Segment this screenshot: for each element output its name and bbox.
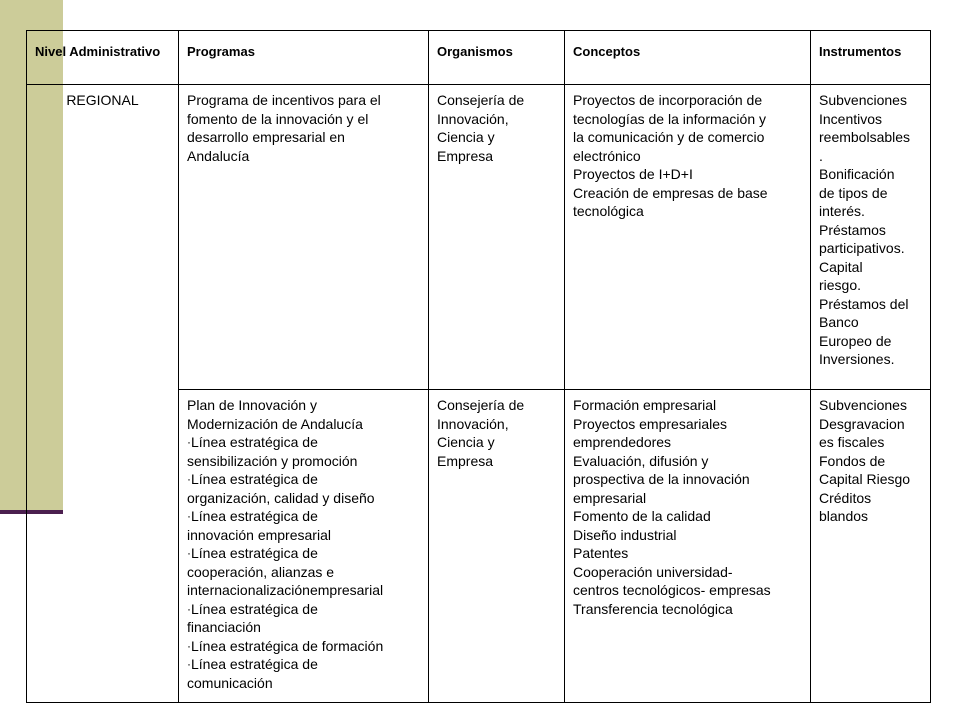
instrumento-line: . bbox=[819, 147, 823, 164]
header-conceptos: Conceptos bbox=[565, 31, 811, 85]
programa-cell bbox=[179, 390, 429, 703]
organismo-line: Consejería de bbox=[437, 92, 525, 108]
concepto-line: Diseño industrial bbox=[573, 526, 677, 543]
instrumento-line: Desgravacion bbox=[819, 415, 905, 432]
instrumento-line: interés. bbox=[819, 203, 865, 219]
programa-item: ·Línea estratégica de bbox=[187, 508, 318, 524]
instrumento-line: participativos. bbox=[819, 240, 905, 256]
concepto-line: Proyectos de I+D+I bbox=[573, 166, 693, 182]
instrumento-line: Subvenciones bbox=[819, 397, 907, 413]
programs-table bbox=[26, 30, 931, 703]
organismo-line: Ciencia y bbox=[437, 434, 495, 450]
instrumento-line: Banco bbox=[819, 314, 859, 330]
programa-line: desarrollo empresarial en bbox=[187, 129, 345, 145]
instrumento-line: riesgo. bbox=[819, 277, 862, 293]
instrumento-line: Bonificación bbox=[819, 166, 895, 182]
instrumento-line: Capital Riesgo bbox=[819, 471, 911, 487]
bullet-icon: · bbox=[187, 657, 191, 671]
programa-item-line: financiación bbox=[187, 619, 261, 635]
instrumento-line: Incentivos bbox=[819, 110, 883, 127]
concepto-line: Formación empresarial bbox=[573, 397, 717, 413]
instrumento-line: Préstamos del bbox=[819, 295, 909, 312]
instrumento-line: Subvenciones bbox=[819, 92, 907, 108]
programa-item: ·Línea estratégica de bbox=[187, 656, 318, 672]
concepto-line: tecnológica bbox=[573, 203, 644, 219]
programa-item: ·Línea estratégica de bbox=[187, 471, 318, 487]
programa-item: ·Línea estratégica de formación bbox=[187, 637, 384, 654]
programa-item: ·Línea estratégica de bbox=[187, 600, 318, 617]
instrumento-line: Inversiones. bbox=[819, 351, 895, 367]
concepto-line: Fomento de la calidad bbox=[573, 508, 711, 524]
instrumentos-cell bbox=[811, 85, 931, 390]
instrumento-line: blandos bbox=[819, 508, 869, 524]
concepto-line: Proyectos empresariales bbox=[573, 415, 728, 432]
programa-cell bbox=[179, 85, 429, 390]
concepto-line: empresarial bbox=[573, 489, 647, 506]
concepto-line: emprendedores bbox=[573, 434, 672, 450]
concepto-line: electrónico bbox=[573, 147, 641, 164]
concepto-line: tecnologías de la información y bbox=[573, 110, 766, 127]
conceptos-cell bbox=[565, 85, 811, 390]
table-row bbox=[27, 85, 931, 390]
instrumento-line: Fondos de bbox=[819, 452, 886, 469]
instrumento-line: Capital bbox=[819, 258, 863, 275]
organismo-line: Ciencia y bbox=[437, 129, 495, 145]
instrumento-line: de tipos de bbox=[819, 184, 888, 201]
programa-line: Programa de incentivos para el bbox=[187, 92, 381, 108]
programa-item-line: cooperación, alianzas e bbox=[187, 563, 335, 580]
programa-line: fomento de la innovación y el bbox=[187, 110, 369, 127]
instrumento-line: Préstamos bbox=[819, 221, 886, 238]
programa-title-line: Modernización de Andalucía bbox=[187, 415, 363, 432]
programa-line: Andalucía bbox=[187, 147, 250, 164]
table-header-row bbox=[27, 31, 931, 85]
conceptos-cell bbox=[565, 390, 811, 703]
bullet-icon: · bbox=[187, 638, 191, 653]
organismo-line: Empresa bbox=[437, 452, 494, 469]
bullet-icon: · bbox=[187, 509, 191, 523]
concepto-line: prospectiva de la innovación bbox=[573, 471, 750, 487]
concepto-line: Patentes bbox=[573, 545, 629, 561]
programa-item-line: organización, calidad y diseño bbox=[187, 489, 375, 506]
organismo-cell bbox=[429, 85, 565, 390]
header-organismos: Organismos bbox=[429, 31, 565, 85]
instrumento-line: Europeo de bbox=[819, 332, 892, 349]
programa-item: ·Línea estratégica de bbox=[187, 434, 318, 450]
organismo-cell bbox=[429, 390, 565, 703]
level-cell: REGIONAL bbox=[27, 85, 179, 703]
instrumento-line: reembolsables bbox=[819, 129, 911, 145]
instrumento-line: Créditos bbox=[819, 489, 872, 506]
organismo-line: Empresa bbox=[437, 147, 494, 164]
header-programas: Programas bbox=[179, 31, 429, 85]
instrumento-line: es fiscales bbox=[819, 434, 885, 450]
concepto-line: la comunicación y de comercio bbox=[573, 129, 765, 145]
concepto-line: Evaluación, difusión y bbox=[573, 452, 709, 469]
instrumentos-cell bbox=[811, 390, 931, 703]
concepto-line: Cooperación universidad- bbox=[573, 563, 733, 580]
organismo-line: Consejería de bbox=[437, 397, 525, 413]
organismo-line: Innovación, bbox=[437, 110, 509, 127]
programa-item-line: innovación empresarial bbox=[187, 526, 331, 543]
concepto-line: Creación de empresas de base bbox=[573, 184, 768, 201]
programa-item-line: comunicación bbox=[187, 674, 273, 691]
bullet-icon: · bbox=[187, 435, 191, 449]
bullet-icon: · bbox=[187, 472, 191, 486]
bullet-icon: · bbox=[187, 546, 191, 560]
programa-item: ·Línea estratégica de bbox=[187, 545, 318, 561]
concepto-line: Proyectos de incorporación de bbox=[573, 92, 763, 108]
concepto-line: centros tecnológicos- empresas bbox=[573, 582, 771, 598]
programa-title-line: Plan de Innovación y bbox=[187, 397, 317, 413]
concepto-line: Transferencia tecnológica bbox=[573, 600, 733, 617]
bullet-icon: · bbox=[187, 601, 191, 616]
organismo-line: Innovación, bbox=[437, 415, 509, 432]
programa-item-line: sensibilización y promoción bbox=[187, 452, 358, 469]
header-instrumentos: Instrumentos bbox=[811, 31, 931, 85]
programa-item-line: internacionalizaciónempresarial bbox=[187, 582, 384, 598]
header-nivel: Nivel Administrativo bbox=[27, 31, 179, 85]
